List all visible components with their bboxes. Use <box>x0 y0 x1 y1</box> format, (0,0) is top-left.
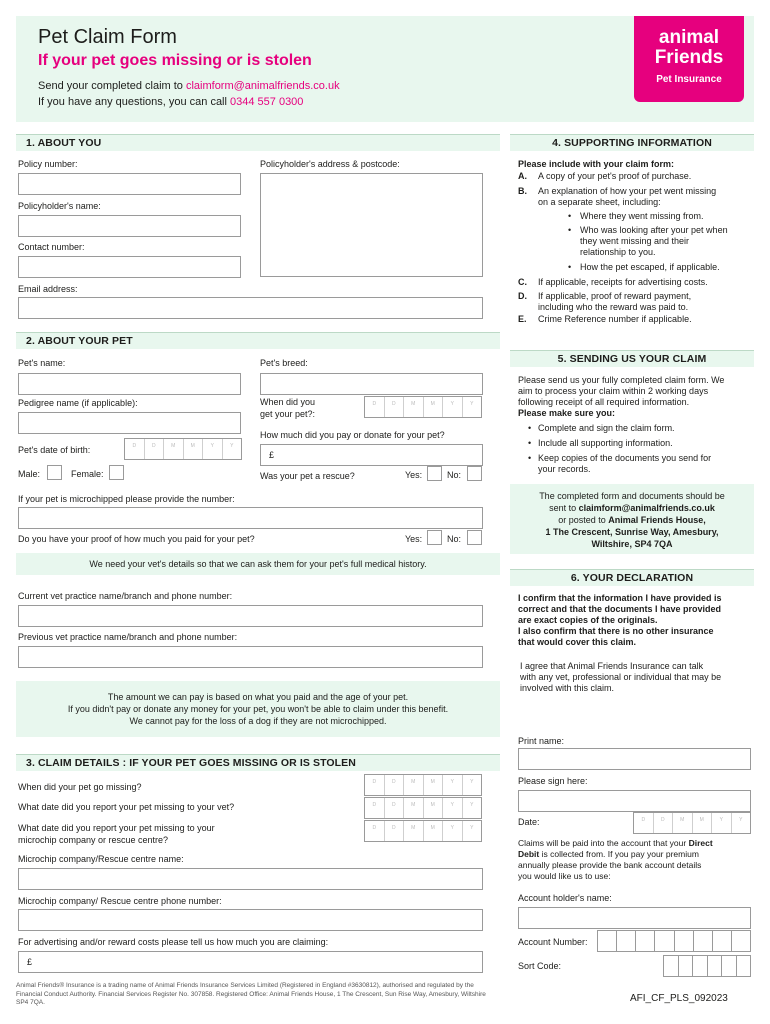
advertising-costs-label: For advertising and/or reward costs please tell us how much you are claiming: <box>18 937 329 947</box>
rescue-label: Was your pet a rescue? <box>260 471 355 481</box>
print-name-label: Print name: <box>518 736 565 746</box>
microchip-field[interactable] <box>18 507 483 529</box>
send-instruction: Send your completed claim to claimform@animalfriends.co.uk <box>38 80 340 92</box>
claim-email-link-2[interactable]: claimform@animalfriends.co.uk <box>578 503 715 513</box>
male-label: Male: <box>18 469 41 479</box>
female-label: Female: <box>71 469 104 479</box>
chip-company-phone-field[interactable] <box>18 909 483 931</box>
report-chip-label-2: microchip company or rescue centre? <box>18 835 169 845</box>
sort-code-field[interactable] <box>663 955 751 977</box>
agreement-text: I agree that Animal Friends Insurance can talk with any vet, professional or individual that may be involved with this claim. <box>520 661 722 693</box>
when-got-pet-date-field[interactable]: D D M M Y Y <box>364 396 482 418</box>
vet-details-note: We need your vet's details so that we can ask them for your pet's full medical history. <box>16 553 500 575</box>
pet-breed-field[interactable] <box>260 373 483 395</box>
chip-company-name-label: Microchip company/Rescue centre name: <box>18 854 184 864</box>
pet-cost-label: How much did you pay or donate for your pet? <box>260 430 445 440</box>
female-checkbox[interactable] <box>109 465 124 480</box>
section-about-you-title: 1. ABOUT YOU <box>16 134 500 151</box>
section-declaration-title: 6. YOUR DECLARATION <box>510 569 754 586</box>
when-got-pet-label-2: get your pet?: <box>260 409 316 419</box>
policyholder-name-label: Policyholder's name: <box>18 201 101 211</box>
rescue-no-checkbox[interactable] <box>467 466 482 481</box>
when-missing-label: When did your pet go missing? <box>18 782 142 792</box>
dob-label: Pet's date of birth: <box>18 445 91 455</box>
proof-yes-checkbox[interactable] <box>427 530 442 545</box>
when-got-pet-label-1: When did you <box>260 397 316 407</box>
advertising-costs-field[interactable]: £ <box>18 951 483 973</box>
proof-yes-label: Yes: <box>405 534 423 544</box>
policy-number-field[interactable] <box>18 173 241 195</box>
postal-address-note: The completed form and documents should be sent to claimform@animalfriends.co.uk or posted to Animal Friends House, 1 The Crescent, Sunrise Way, Amesbury, Wiltshire, SP4 7QA <box>510 484 754 554</box>
section-sending-claim-title: 5. SENDING US YOUR CLAIM <box>510 350 754 367</box>
form-subtitle: If your pet goes missing or is stolen <box>38 52 312 69</box>
current-vet-label: Current vet practice name/branch and phone number: <box>18 591 233 601</box>
section-supporting-info-title: 4. SUPPORTING INFORMATION <box>510 134 754 151</box>
pet-breed-label: Pet's breed: <box>260 358 308 368</box>
email-label: Email address: <box>18 284 78 294</box>
address-field[interactable] <box>260 173 483 277</box>
pedigree-label: Pedigree name (if applicable): <box>18 398 138 408</box>
previous-vet-field[interactable] <box>18 646 483 668</box>
section-about-pet-title: 2. ABOUT YOUR PET <box>16 332 500 349</box>
male-checkbox[interactable] <box>47 465 62 480</box>
address-label: Policyholder's address & postcode: <box>260 159 400 169</box>
form-title: Pet Claim Form <box>38 26 177 48</box>
policy-number-label: Policy number: <box>18 159 78 169</box>
claim-email-link[interactable]: claimform@animalfriends.co.uk <box>185 80 340 92</box>
account-number-field[interactable] <box>597 930 751 952</box>
email-field[interactable] <box>18 297 483 319</box>
signature-label: Please sign here: <box>518 776 588 786</box>
when-missing-date-field[interactable]: D D M M Y Y <box>364 774 482 796</box>
chip-company-name-field[interactable] <box>18 868 483 890</box>
rescue-no-label: No: <box>447 470 462 480</box>
proof-no-label: No: <box>447 534 462 544</box>
questions-instruction: If you have any questions, you can call 0344 557 0300 <box>38 96 304 108</box>
pet-name-field[interactable] <box>18 373 241 395</box>
chip-company-phone-label: Microchip company/ Rescue centre phone number: <box>18 896 222 906</box>
date-label: Date: <box>518 817 540 827</box>
pet-name-label: Pet's name: <box>18 358 66 368</box>
rescue-yes-label: Yes: <box>405 470 423 480</box>
account-holder-label: Account holder's name: <box>518 893 612 903</box>
phone-link[interactable]: 0344 557 0300 <box>230 96 304 108</box>
rescue-yes-checkbox[interactable] <box>427 466 442 481</box>
supporting-info-list: Please include with your claim form: A. A copy of your pet's proof of purchase. B. An explanation of how your pet went missing on a separate sheet, including: • Where they went missing from. • Who was looking after your pet when they went missing and their relationship to you. • How the pet escaped, if applicable. C. If applicable, receipts for advertising costs. D. If applicable, proof of reward payment, including who the reward was paid to. E. Crime Reference number if applicable. <box>518 159 754 325</box>
direct-debit-text: Claims will be paid into the account that your Direct Debit is collected from. If you pay your premium annually please provide the bank account details you would like us to use: <box>518 838 713 881</box>
account-number-label: Account Number: <box>518 937 588 947</box>
pet-cost-field[interactable]: £ <box>260 444 483 466</box>
dob-date-field[interactable]: D D M M Y Y <box>124 438 242 460</box>
account-holder-field[interactable] <box>518 907 751 929</box>
contact-number-field[interactable] <box>18 256 241 278</box>
current-vet-field[interactable] <box>18 605 483 627</box>
section-claim-details-title: 3. CLAIM DETAILS : IF YOUR PET GOES MISSING OR IS STOLEN <box>16 754 500 771</box>
signature-field[interactable] <box>518 790 751 812</box>
sending-claim-text: Please send us your fully completed claim form. We aim to process your claim within 2 working days following receipt of all required information. Please make sure you: • Complete and sign the claim form. • Include all supporting information. • Keep copies of the documents you send for your records. <box>518 375 754 475</box>
declaration-text: I confirm that the information I have provided is correct and that the documents I have provided are exact copies of the originals. I also confirm that there is no other insurance that would cover this claim. <box>518 593 722 647</box>
report-vet-label: What date did you report your pet missing to your vet? <box>18 802 235 812</box>
form-header <box>16 16 754 122</box>
report-vet-date-field[interactable]: D D M M Y Y <box>364 797 482 819</box>
report-chip-date-field[interactable]: D D M M Y Y <box>364 820 482 842</box>
microchip-label: If your pet is microchipped please provide the number: <box>18 494 235 504</box>
previous-vet-label: Previous vet practice name/branch and phone number: <box>18 632 238 642</box>
policyholder-name-field[interactable] <box>18 215 241 237</box>
sort-code-label: Sort Code: <box>518 961 562 971</box>
proof-no-checkbox[interactable] <box>467 530 482 545</box>
legal-footer: Animal Friends® Insurance is a trading name of Animal Friends Insurance Services Limited (Registered in England #3630812), authorised and regulated by the Financial Conduct Authority. Financial Services Register No. 307858. Registered Office: Animal Friends House, 1 The Crescent, Sun Rise Way, Amesbury, Wiltshire SP4 7QA. <box>16 982 486 1006</box>
report-chip-label-1: What date did you report your pet missing to your <box>18 823 215 833</box>
contact-number-label: Contact number: <box>18 242 85 252</box>
pedigree-field[interactable] <box>18 412 241 434</box>
declaration-date-field[interactable]: D D M M Y Y <box>633 812 751 834</box>
form-code: AFI_CF_PLS_092023 <box>630 993 728 1004</box>
proof-label: Do you have your proof of how much you paid for your pet? <box>18 534 255 544</box>
animal-friends-logo: animal Friends Pet Insurance <box>634 16 744 102</box>
print-name-field[interactable] <box>518 748 751 770</box>
payment-note: The amount we can pay is based on what you paid and the age of your pet. If you didn't pay or donate any money for your pet, you won't be able to claim under this benefit. We cannot pay for the loss of a dog if they are not microchipped. <box>16 681 500 737</box>
